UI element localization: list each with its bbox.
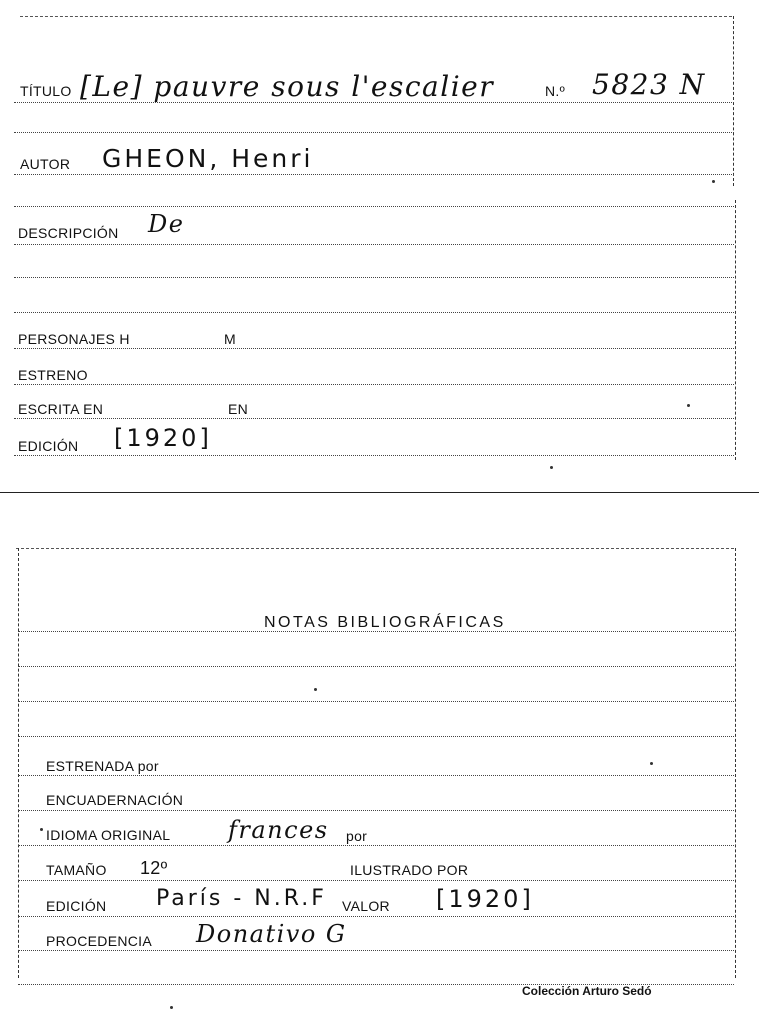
ilustrado-label: ILUSTRADO POR: [350, 862, 469, 878]
estreno-line: [14, 384, 734, 385]
card-left-edge: [18, 548, 19, 978]
blank-line-4: [14, 312, 734, 313]
edicion2-label: EDICIÓN: [46, 898, 107, 914]
blank-line-1: [14, 132, 734, 133]
autor-value: GHEON, Henri: [102, 144, 314, 173]
encuadernacion-line: [18, 810, 734, 811]
valor-label: VALOR: [342, 898, 390, 914]
titulo-value: [Le] pauvre sous l'escalier: [80, 70, 495, 103]
card-right-edge: [735, 548, 736, 978]
notas-line-4: [18, 736, 734, 737]
autor-line: [14, 174, 734, 175]
edicion2-line: [18, 916, 734, 917]
edicion-label: EDICIÓN: [18, 438, 79, 454]
edicion2-value: París - N.R.F: [156, 886, 327, 911]
notas-line-2: [18, 666, 734, 667]
descripcion-value: De: [148, 210, 185, 238]
speck: [170, 1006, 173, 1009]
speck: [314, 688, 317, 691]
descripcion-line: [14, 244, 734, 245]
numero-value: 5823 N: [592, 68, 706, 101]
estrenada-line: [18, 775, 734, 776]
card-right-edge: [733, 16, 734, 186]
escrita-line: [14, 418, 734, 419]
catalog-card-top: [0, 0, 759, 493]
estreno-label: ESTRENO: [18, 367, 88, 383]
escrita-label: ESCRITA EN: [18, 401, 104, 417]
tamano-label: TAMAÑO: [46, 862, 107, 878]
card-top-edge: [20, 16, 732, 17]
tamano-value: 12º: [140, 858, 168, 878]
valor-value: [1920]: [436, 885, 534, 913]
blank-line-2: [14, 206, 734, 207]
escrita-en-label: EN: [228, 401, 249, 417]
speck: [550, 466, 553, 469]
card-right-edge-lower: [735, 200, 736, 460]
collection-credit: Colección Arturo Sedó: [522, 984, 652, 998]
notas-heading: NOTAS BIBLIOGRÁFICAS: [264, 614, 506, 631]
descripcion-label: DESCRIPCIÓN: [18, 225, 119, 241]
speck: [40, 828, 43, 831]
encuadernacion-label: ENCUADERNACIÓN: [46, 792, 184, 808]
procedencia-value: Donativo G: [196, 920, 347, 948]
numero-label: N.º: [545, 83, 566, 99]
estrenada-label: ESTRENADA por: [46, 758, 159, 774]
blank-line-3: [14, 277, 734, 278]
notas-line-1: [18, 631, 734, 632]
procedencia-label: PROCEDENCIA: [46, 933, 152, 949]
edicion-line: [14, 455, 734, 456]
speck: [650, 762, 653, 765]
edicion-value: [1920]: [114, 424, 212, 452]
notas-line-3: [18, 701, 734, 702]
autor-label: AUTOR: [20, 156, 71, 172]
tamano-line: [18, 880, 734, 881]
idioma-value: frances: [228, 816, 329, 844]
personajes-label: PERSONAJES H: [18, 331, 130, 347]
card-top-edge: [16, 548, 734, 549]
idioma-line: [18, 845, 734, 846]
speck: [712, 180, 715, 183]
idioma-por-label: por: [346, 828, 368, 844]
personajes-m-label: M: [224, 331, 236, 347]
procedencia-line: [18, 950, 734, 951]
catalog-card-bottom: [0, 540, 759, 1028]
personajes-line: [14, 348, 734, 349]
titulo-line: [14, 102, 734, 103]
speck: [687, 404, 690, 407]
titulo-label: TÍTULO: [20, 83, 72, 99]
idioma-label: IDIOMA ORIGINAL: [46, 827, 171, 843]
